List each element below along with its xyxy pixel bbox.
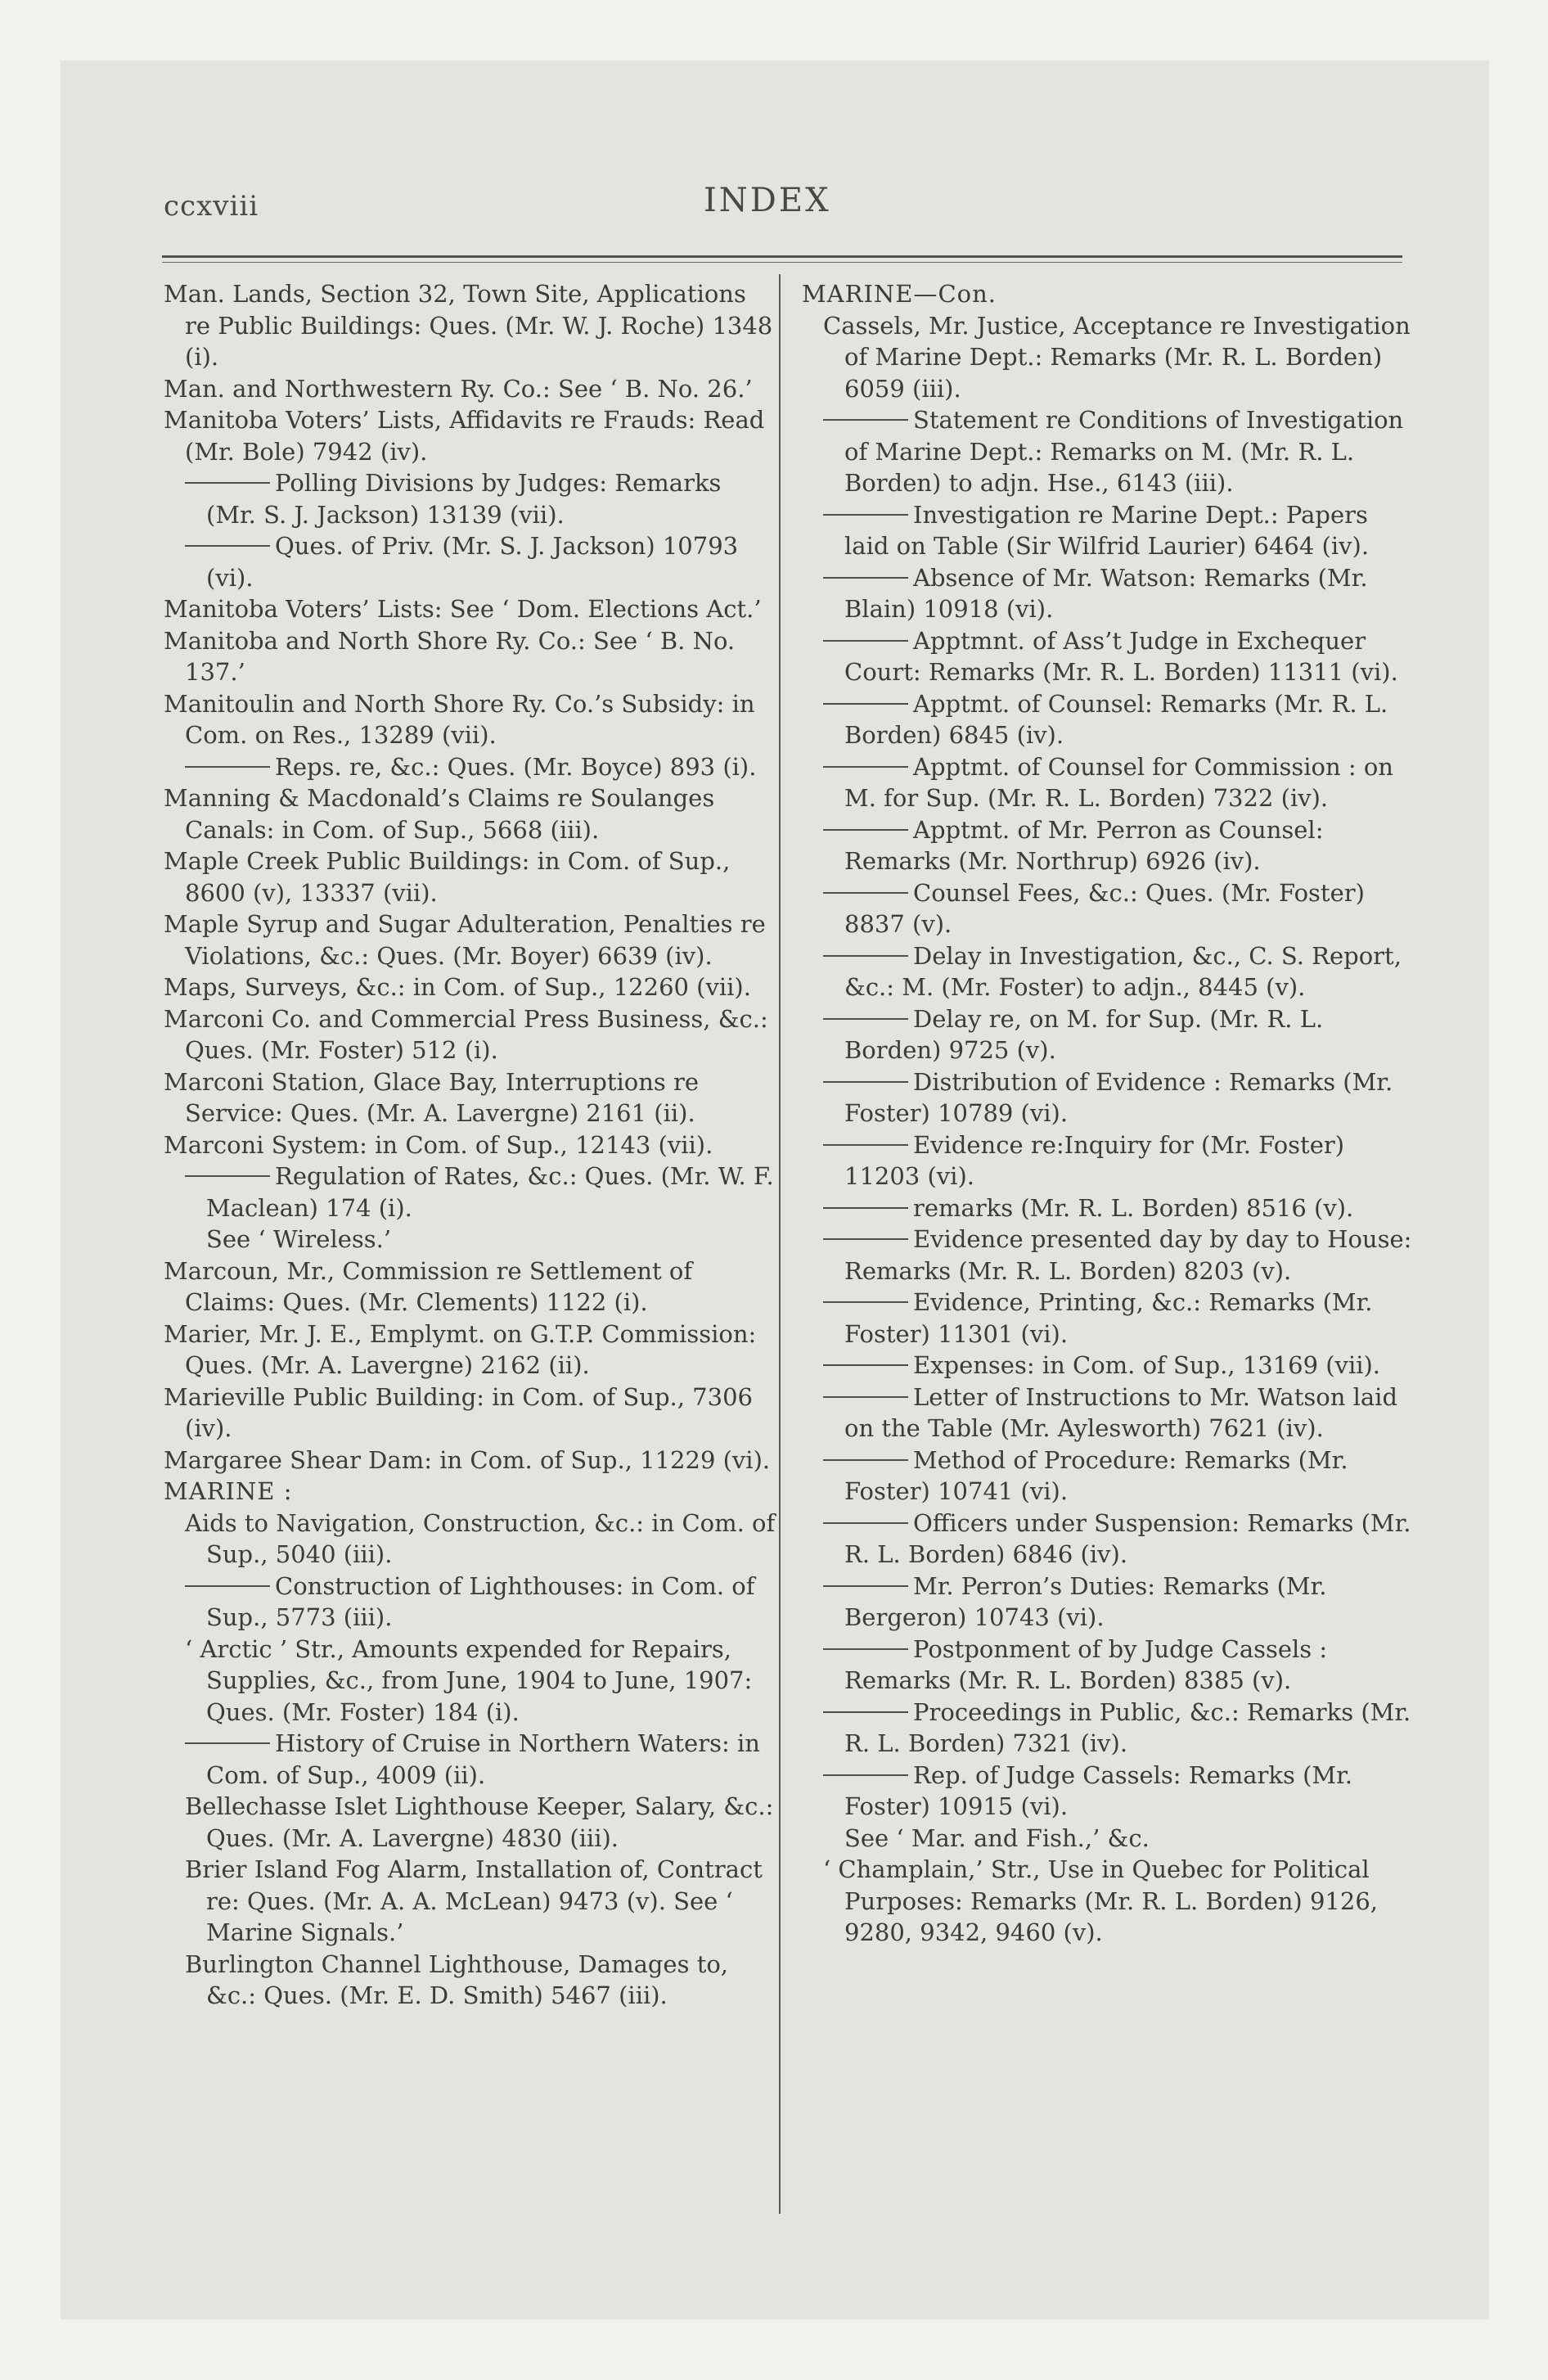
entry-text: Man. Lands, Section 32, Town Site, Applications re Public Buildings: Ques. (Mr. W. J. Roche) 1348 (i).: [164, 280, 773, 371]
entry-text: Manitoba Voters’ Lists: See ‘ Dom. Elections Act.’: [164, 595, 762, 623]
repeat-dash: [823, 514, 908, 516]
entry-text: Marconi Co. and Commercial Press Business, &c.: Ques. (Mr. Foster) 512 (i).: [164, 1004, 768, 1064]
entry-text: Ques. of Priv. (Mr. S. J. Jackson) 10793 (vi).: [206, 532, 739, 592]
repeat-dash: [823, 577, 908, 579]
entry-text: Delay in Investigation, &c., C. S. Report, &c.: M. (Mr. Foster) to adjn., 8445 (v).: [844, 941, 1402, 1001]
index-entry: [164, 1791, 776, 1854]
entry-text: remarks (Mr. R. L. Borden) 8516 (v).: [913, 1193, 1354, 1222]
index-entry: [164, 782, 776, 845]
entry-text: Burlington Channel Lighthouse, Damages to, &c.: Ques. (Mr. E. D. Smith) 5467 (iii).: [185, 1950, 729, 2009]
entry-text: Manitoba and North Shore Ry. Co.: See ‘ B. No. 137.’: [164, 626, 736, 686]
index-entry: [164, 1949, 776, 2012]
entry-text: Expenses: in Com. of Sup., 13169 (vii).: [913, 1351, 1381, 1379]
entry-text: Delay re, on M. for Sup. (Mr. R. L. Borden) 9725 (v).: [844, 1004, 1324, 1064]
repeat-dash: [185, 545, 270, 547]
entry-text: Regulation of Rates, &c.: Ques. (Mr. W. F. Maclean) 174 (i).: [206, 1162, 774, 1222]
entry-text: Marconi Station, Glace Bay, Interruptions re Service: Ques. (Mr. A. Lavergne) 2161 (ii).: [164, 1067, 700, 1127]
index-entry: [802, 562, 1414, 625]
entry-text: Margaree Shear Dam: in Com. of Sup., 11229 (vi).: [164, 1445, 771, 1474]
index-entry: [802, 625, 1414, 688]
index-entry: [164, 404, 776, 467]
entry-text: Construction of Lighthouses: in Com. of Sup., 5773 (iii).: [206, 1571, 755, 1631]
entry-text: Maps, Surveys, &c.: in Com. of Sup., 12260 (vii).: [164, 973, 751, 1001]
entry-text: Aids to Navigation, Construction, &c.: in Com. of Sup., 5040 (iii).: [185, 1508, 776, 1568]
repeat-dash: [823, 1711, 908, 1713]
entry-text: Mr. Perron’s Duties: Remarks (Mr. Bergeron) 10743 (vi).: [844, 1571, 1327, 1631]
index-entry: [802, 1697, 1414, 1760]
repeat-dash: [823, 1144, 908, 1146]
index-entry: [164, 1318, 776, 1382]
index-entry: [802, 751, 1414, 814]
repeat-dash: [823, 1238, 908, 1240]
section-heading: [802, 278, 1414, 310]
index-entry: [164, 373, 776, 405]
repeat-dash: [823, 1648, 908, 1650]
repeat-dash: [823, 1364, 908, 1366]
repeat-dash: [823, 766, 908, 768]
repeat-dash: [185, 1175, 270, 1177]
index-entry: [802, 814, 1414, 877]
index-entry: [802, 499, 1414, 562]
index-entry: [802, 1854, 1414, 1949]
entry-text: Cassels, Mr. Justice, Acceptance re Investigation of Marine Dept.: Remarks (Mr. R. L. Borden) 6059 (iii).: [823, 311, 1411, 403]
entry-text: Marieville Public Building: in Com. of Sup., 7306 (iv).: [164, 1382, 753, 1442]
index-entry: [802, 1224, 1414, 1287]
repeat-dash: [185, 1742, 270, 1744]
index-entry: [802, 1192, 1414, 1224]
index-entry: [802, 310, 1414, 405]
repeat-dash: [823, 1301, 908, 1303]
index-entry: [802, 940, 1414, 1003]
repeat-dash: [823, 1522, 908, 1524]
left-column: [164, 278, 776, 2012]
entry-text: Manitoba Voters’ Lists, Affidavits re Frauds: Read (Mr. Bole) 7942 (iv).: [164, 406, 765, 466]
index-entry: [164, 1571, 776, 1634]
entry-text: Maple Creek Public Buildings: in Com. of Sup., 8600 (v), 13337 (vii).: [164, 847, 731, 907]
entry-text: History of Cruise in Northern Waters: in Com. of Sup., 4009 (ii).: [206, 1729, 760, 1789]
entry-text: Manning & Macdonald’s Claims re Soulanges Canals: in Com. of Sup., 5668 (iii).: [164, 784, 715, 844]
repeat-dash: [823, 1207, 908, 1209]
entry-text: Brier Island Fog Alarm, Installation of, Contract re: Ques. (Mr. A. A. McLean) 9473 (v). See ‘ Marine Signals.’: [185, 1855, 763, 1946]
repeat-dash: [823, 640, 908, 642]
index-entry: [164, 1255, 776, 1318]
index-entry: [164, 1003, 776, 1066]
index-entry: [164, 1161, 776, 1224]
index-entry: [164, 688, 776, 751]
index-entry: [164, 467, 776, 530]
repeat-dash: [823, 419, 908, 421]
index-entry: [164, 1854, 776, 1949]
index-entry: [802, 1350, 1414, 1382]
index-entry: [164, 530, 776, 593]
repeat-dash: [823, 829, 908, 831]
index-entry: [802, 1571, 1414, 1634]
repeat-dash: [823, 955, 908, 957]
index-entry: [164, 1634, 776, 1729]
page-number: ccxviii: [164, 190, 259, 223]
entry-text: Evidence presented day by day to House: Remarks (Mr. R. L. Borden) 8203 (v).: [844, 1225, 1412, 1285]
section-heading: [164, 1476, 776, 1508]
index-entry: [164, 625, 776, 688]
repeat-dash: [185, 482, 270, 484]
repeat-dash: [823, 1018, 908, 1020]
index-entry: [164, 1382, 776, 1445]
repeat-dash: [823, 1585, 908, 1587]
entry-text: See ‘ Mar. and Fish.,’ &c.: [844, 1823, 1150, 1852]
index-entry: [164, 1066, 776, 1129]
index-entry: [164, 1728, 776, 1791]
index-entry: [802, 688, 1414, 751]
entry-text: Bellechasse Islet Lighthouse Keeper, Salary, &c.: Ques. (Mr. A. Lavergne) 4830 (iii).: [185, 1792, 774, 1852]
repeat-dash: [185, 766, 270, 768]
entry-text: Postponment of by Judge Cassels : Remarks (Mr. R. L. Borden) 8385 (v).: [844, 1634, 1328, 1694]
index-entry: [802, 404, 1414, 499]
repeat-dash: [823, 1774, 908, 1776]
repeat-dash: [823, 703, 908, 705]
index-entry: [802, 1445, 1414, 1508]
index-entry: [164, 1445, 776, 1476]
entry-text: Proceedings in Public, &c.: Remarks (Mr. R. L. Borden) 7321 (iv).: [844, 1697, 1411, 1757]
entry-text: Evidence re:Inquiry for (Mr. Foster) 11203 (vi).: [844, 1130, 1345, 1190]
entry-text: Letter of Instructions to Mr. Watson laid on the Table (Mr. Aylesworth) 7621 (iv).: [844, 1382, 1398, 1442]
index-entry: [164, 278, 776, 373]
index-entry: [802, 1129, 1414, 1192]
entry-text: Distribution of Evidence : Remarks (Mr. Foster) 10789 (vi).: [844, 1067, 1393, 1127]
index-entry: [164, 751, 776, 783]
entry-text: Apptmt. of Mr. Perron as Counsel: Remarks (Mr. Northrup) 6926 (iv).: [844, 815, 1324, 875]
index-entry: [164, 908, 776, 971]
repeat-dash: [823, 892, 908, 894]
entry-text: MARINE—Con.: [802, 280, 997, 308]
index-entry: [802, 1287, 1414, 1350]
index-entry: [164, 845, 776, 908]
repeat-dash: [185, 1585, 270, 1587]
entry-text: Counsel Fees, &c.: Ques. (Mr. Foster) 8837 (v).: [844, 878, 1365, 938]
header-rule-thin: [162, 262, 1402, 263]
index-entry: [164, 1224, 776, 1255]
index-entry: [802, 1823, 1414, 1855]
entry-text: Polling Divisions by Judges: Remarks (Mr. S. J. Jackson) 13139 (vii).: [206, 469, 722, 529]
index-entry: [802, 1382, 1414, 1445]
repeat-dash: [823, 1081, 908, 1083]
index-entry: [802, 1003, 1414, 1066]
repeat-dash: [823, 1396, 908, 1398]
entry-text: Absence of Mr. Watson: Remarks (Mr. Blain) 10918 (vi).: [844, 563, 1368, 623]
index-entry: [164, 1129, 776, 1161]
entry-text: Marier, Mr. J. E., Emplymt. on G.T.P. Commission: Ques. (Mr. A. Lavergne) 2162 (ii).: [164, 1319, 757, 1379]
entry-text: MARINE :: [164, 1477, 293, 1505]
index-entry: [164, 1508, 776, 1571]
column-divider: [779, 274, 781, 2214]
index-entry: [164, 593, 776, 625]
right-column: [802, 278, 1414, 1949]
entry-text: See ‘ Wireless.’: [206, 1225, 392, 1253]
repeat-dash: [823, 1459, 908, 1461]
entry-text: Evidence, Printing, &c.: Remarks (Mr. Foster) 11301 (vi).: [844, 1288, 1373, 1348]
index-entry: [164, 971, 776, 1003]
entry-text: ‘ Champlain,’ Str., Use in Quebec for Political Purposes: Remarks (Mr. R. L. Borden) 9126, 9280, 9342, 9460 (v).: [823, 1855, 1378, 1946]
entry-text: Apptmt. of Counsel for Commission : on M. for Sup. (Mr. R. L. Borden) 7322 (iv).: [844, 752, 1393, 812]
entry-text: Statement re Conditions of Investigation of Marine Dept.: Remarks on M. (Mr. R. L. Borden) to adjn. Hse., 6143 (iii).: [844, 406, 1404, 497]
entry-text: ‘ Arctic ’ Str., Amounts expended for Repairs, Supplies, &c., from June, 1904 to June, 1907: Ques. (Mr. Foster) 184 (i).: [185, 1634, 753, 1726]
index-entry: [802, 1634, 1414, 1697]
entry-text: Rep. of Judge Cassels: Remarks (Mr. Foster) 10915 (vi).: [844, 1760, 1352, 1820]
entry-text: Apptmt. of Counsel: Remarks (Mr. R. L. Borden) 6845 (iv).: [844, 689, 1388, 749]
entry-text: Apptmnt. of Ass’t Judge in Exchequer Court: Remarks (Mr. R. L. Borden) 11311 (vi).: [844, 626, 1398, 686]
index-entry: [802, 1760, 1414, 1823]
entry-text: Investigation re Marine Dept.: Papers laid on Table (Sir Wilfrid Laurier) 6464 (iv).: [844, 500, 1370, 560]
index-entry: [802, 877, 1414, 940]
entry-text: Marconi System: in Com. of Sup., 12143 (vii).: [164, 1130, 713, 1159]
index-entry: [802, 1508, 1414, 1571]
entry-text: Manitoulin and North Shore Ry. Co.’s Subsidy: in Com. on Res., 13289 (vii).: [164, 689, 755, 749]
index-entry: [802, 1066, 1414, 1129]
entry-text: Man. and Northwestern Ry. Co.: See ‘ B. No. 26.’: [164, 374, 753, 403]
entry-text: Method of Procedure: Remarks (Mr. Foster) 10741 (vi).: [844, 1445, 1348, 1505]
entry-text: Officers under Suspension: Remarks (Mr. R. L. Borden) 6846 (iv).: [844, 1508, 1411, 1568]
page-title: INDEX: [704, 182, 831, 219]
entry-text: Maple Syrup and Sugar Adulteration, Penalties re Violations, &c.: Ques. (Mr. Boyer) 6639 (iv).: [164, 910, 766, 970]
header-rule: [162, 255, 1402, 258]
entry-text: Marcoun, Mr., Commission re Settlement of Claims: Ques. (Mr. Clements) 1122 (i).: [164, 1256, 693, 1316]
entry-text: Reps. re, &c.: Ques. (Mr. Boyce) 893 (i).: [275, 752, 757, 781]
